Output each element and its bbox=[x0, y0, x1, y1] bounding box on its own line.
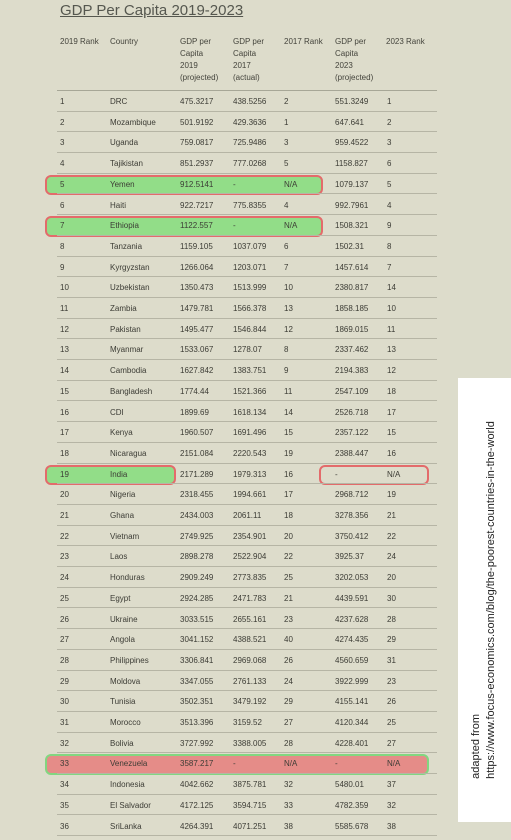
cell-g19: 1159.105 bbox=[180, 241, 213, 251]
cell-r23: 13 bbox=[387, 345, 396, 355]
source-credit-text: adapted from https://www.focus-economics.com/blog/the-poorest-countries-in-the-world bbox=[470, 421, 497, 779]
cell-r23: 16 bbox=[387, 448, 396, 458]
header-gdp-2023: GDP per Capita 2023 (projected) bbox=[335, 37, 374, 82]
cell-g23: 959.4522 bbox=[335, 138, 369, 148]
cell-g19: 2318.455 bbox=[180, 490, 214, 500]
cell-r17: 24 bbox=[284, 676, 293, 686]
cell-r23: 31 bbox=[387, 655, 396, 665]
cell-g23: 1869.015 bbox=[335, 324, 369, 334]
cell-r23: 32 bbox=[387, 800, 396, 810]
cell-g17: 1691.496 bbox=[233, 428, 267, 438]
cell-g23: 2388.447 bbox=[335, 448, 369, 458]
cell-g17: 1521.366 bbox=[233, 386, 267, 396]
cell-r19: 32 bbox=[60, 738, 69, 748]
cell-r23: 18 bbox=[387, 386, 396, 396]
cell-r23: 12 bbox=[387, 366, 396, 376]
cell-r17: 5 bbox=[284, 159, 289, 169]
cell-r17: 10 bbox=[284, 283, 293, 293]
cell-g23: 4237.628 bbox=[335, 614, 369, 624]
cell-r17: 15 bbox=[284, 428, 293, 438]
cell-g17: 2061.11 bbox=[233, 511, 262, 520]
cell-g17: 2761.133 bbox=[233, 676, 267, 686]
table-row bbox=[57, 422, 437, 443]
cell-country: Bolivia bbox=[110, 738, 134, 748]
cell-r23: 6 bbox=[387, 159, 392, 169]
cell-g23: 2526.718 bbox=[335, 407, 369, 417]
cell-r19: 18 bbox=[60, 448, 69, 458]
table-row bbox=[57, 588, 437, 609]
cell-g19: 4042.662 bbox=[180, 780, 214, 790]
table-row bbox=[57, 319, 437, 340]
cell-r23: 10 bbox=[387, 304, 396, 313]
cell-r17: 13 bbox=[284, 304, 293, 313]
cell-g23: 4120.344 bbox=[335, 718, 369, 727]
cell-g19: 912.5141 bbox=[180, 179, 214, 189]
cell-g23: 1457.614 bbox=[335, 262, 369, 272]
cell-g19: 1266.064 bbox=[180, 262, 214, 272]
cell-r23: 15 bbox=[387, 428, 396, 438]
cell-country: Haiti bbox=[110, 200, 127, 210]
cell-g17: 2354.901 bbox=[233, 531, 267, 541]
cell-country: Egypt bbox=[110, 593, 131, 603]
table-row bbox=[57, 629, 437, 650]
header-rank-2019: 2019 Rank bbox=[60, 37, 99, 46]
cell-g19: 1960.507 bbox=[180, 428, 214, 438]
cell-r19: 30 bbox=[60, 697, 69, 707]
cell-country: DRC bbox=[110, 97, 128, 106]
cell-r23: 11 bbox=[387, 324, 396, 334]
header-rank-2017: 2017 Rank bbox=[284, 37, 323, 46]
cell-r19: 22 bbox=[60, 531, 69, 541]
cell-country: Myanmar bbox=[110, 345, 144, 355]
cell-country: Morocco bbox=[110, 718, 141, 727]
cell-g17: 1566.378 bbox=[233, 304, 267, 313]
cell-r17: 2 bbox=[284, 97, 289, 106]
cell-g17: - bbox=[233, 221, 236, 231]
cell-r17: N/A bbox=[284, 759, 298, 769]
cell-country: SriLanka bbox=[110, 821, 142, 831]
cell-g19: 1350.473 bbox=[180, 283, 214, 293]
cell-g19: 2909.249 bbox=[180, 573, 214, 583]
cell-g17: - bbox=[233, 179, 236, 189]
cell-r23: 38 bbox=[387, 821, 396, 831]
cell-r23: N/A bbox=[387, 469, 401, 479]
header-gdp-2019: GDP per Capita 2019 (projected) bbox=[180, 37, 219, 82]
cell-r17: 8 bbox=[284, 345, 289, 355]
source-credit bbox=[458, 378, 511, 822]
table-row bbox=[57, 505, 437, 526]
cell-r23: 14 bbox=[387, 283, 396, 293]
table-row bbox=[57, 215, 437, 236]
table-row bbox=[57, 816, 437, 837]
table-row bbox=[57, 91, 437, 112]
cell-g17: 438.5256 bbox=[233, 97, 267, 106]
cell-r17: 9 bbox=[284, 366, 289, 376]
cell-r17: 11 bbox=[284, 386, 293, 396]
cell-r23: 23 bbox=[387, 676, 396, 686]
cell-r19: 3 bbox=[60, 138, 65, 148]
cell-country: Cambodia bbox=[110, 366, 147, 376]
cell-country: Vietnam bbox=[110, 531, 140, 541]
cell-country: Bangladesh bbox=[110, 386, 153, 396]
cell-g17: 3594.715 bbox=[233, 800, 267, 810]
cell-g17: 1203.071 bbox=[233, 262, 267, 272]
cell-r19: 5 bbox=[60, 179, 65, 189]
cell-r19: 29 bbox=[60, 676, 69, 686]
table-row bbox=[57, 567, 437, 588]
cell-r17: 28 bbox=[284, 738, 293, 748]
cell-g19: 1479.781 bbox=[180, 304, 214, 313]
table-row bbox=[57, 691, 437, 712]
cell-g19: 759.0817 bbox=[180, 138, 214, 148]
cell-g23: 1508.321 bbox=[335, 221, 369, 231]
header-gdp-2017: GDP per Capita 2017 (actual) bbox=[233, 37, 264, 82]
cell-g23: 2968.712 bbox=[335, 490, 369, 500]
cell-r19: 2 bbox=[60, 117, 65, 127]
page-title[interactable]: GDP Per Capita 2019-2023 bbox=[60, 2, 244, 19]
cell-g17: 429.3636 bbox=[233, 117, 267, 127]
cell-g23: 3922.999 bbox=[335, 676, 369, 686]
cell-r23: 4 bbox=[387, 200, 392, 210]
cell-g19: 1122.557 bbox=[180, 221, 213, 231]
cell-g23: 3278.356 bbox=[335, 511, 369, 520]
cell-g17: 2655.161 bbox=[233, 614, 267, 624]
table-row bbox=[57, 464, 437, 485]
cell-g17: 1994.661 bbox=[233, 490, 267, 500]
cell-g23: 4155.141 bbox=[335, 697, 369, 707]
cell-country: El Salvador bbox=[110, 800, 151, 810]
cell-g19: 1774.44 bbox=[180, 386, 209, 396]
cell-g17: 1383.751 bbox=[233, 366, 267, 376]
cell-r19: 35 bbox=[60, 800, 69, 810]
cell-g23: 3750.412 bbox=[335, 531, 369, 541]
cell-g19: 2924.285 bbox=[180, 593, 214, 603]
cell-country: Ukraine bbox=[110, 614, 138, 624]
cell-country: Kyrgyzstan bbox=[110, 262, 150, 272]
table-row bbox=[57, 712, 437, 733]
cell-r23: 1 bbox=[387, 97, 392, 106]
table-row bbox=[57, 236, 437, 257]
cell-g19: 3033.515 bbox=[180, 614, 214, 624]
cell-g17: 2969.068 bbox=[233, 655, 267, 665]
cell-g23: 4228.401 bbox=[335, 738, 369, 748]
cell-r17: 38 bbox=[284, 821, 293, 831]
cell-g19: 1899.69 bbox=[180, 407, 209, 417]
cell-g23: 5585.678 bbox=[335, 821, 369, 831]
cell-g19: 3513.396 bbox=[180, 718, 214, 727]
cell-g23: 4782.359 bbox=[335, 800, 369, 810]
cell-g23: 1079.137 bbox=[335, 179, 369, 189]
cell-g23: 4274.435 bbox=[335, 635, 369, 645]
cell-country: Nigeria bbox=[110, 490, 136, 500]
cell-g19: 2151.084 bbox=[180, 448, 214, 458]
cell-r17: 14 bbox=[284, 407, 293, 417]
cell-r23: 7 bbox=[387, 262, 392, 272]
cell-r23: 20 bbox=[387, 573, 396, 583]
cell-r23: 28 bbox=[387, 614, 396, 624]
cell-r17: 21 bbox=[284, 593, 293, 603]
cell-g17: 1618.134 bbox=[233, 407, 267, 417]
cell-g19: 3306.841 bbox=[180, 655, 214, 665]
cell-country: Pakistan bbox=[110, 324, 141, 334]
cell-country: Uganda bbox=[110, 138, 139, 148]
cell-country: Honduras bbox=[110, 573, 145, 583]
cell-r23: N/A bbox=[387, 759, 401, 769]
cell-r19: 9 bbox=[60, 262, 65, 272]
cell-country: Uzbekistan bbox=[110, 283, 150, 293]
cell-country: Tanzania bbox=[110, 241, 143, 251]
cell-r19: 8 bbox=[60, 241, 65, 251]
table-row bbox=[57, 195, 437, 216]
cell-g19: 4264.391 bbox=[180, 821, 214, 831]
table-row bbox=[57, 257, 437, 278]
cell-g17: 725.9486 bbox=[233, 138, 267, 148]
cell-g19: 3347.055 bbox=[180, 676, 214, 686]
cell-g19: 2434.003 bbox=[180, 511, 214, 520]
cell-r23: 3 bbox=[387, 138, 392, 148]
cell-g19: 3587.217 bbox=[180, 759, 214, 769]
cell-g23: 2547.109 bbox=[335, 386, 369, 396]
header-rank-2023: 2023 Rank bbox=[386, 37, 425, 46]
cell-r19: 11 bbox=[60, 304, 69, 313]
cell-r17: 12 bbox=[284, 324, 293, 334]
cell-g23: 992.7961 bbox=[335, 200, 369, 210]
header-country: Country bbox=[110, 37, 139, 46]
cell-r23: 25 bbox=[387, 718, 396, 727]
cell-r17: 7 bbox=[284, 262, 289, 272]
cell-r19: 10 bbox=[60, 283, 69, 293]
cell-g23: 2337.462 bbox=[335, 345, 369, 355]
cell-g23: 3202.053 bbox=[335, 573, 369, 583]
table-row bbox=[57, 360, 437, 381]
table-row bbox=[57, 112, 437, 133]
cell-g19: 475.3217 bbox=[180, 97, 214, 106]
cell-g23: 3925.37 bbox=[335, 552, 364, 562]
cell-g17: 775.8355 bbox=[233, 200, 267, 210]
cell-country: Angola bbox=[110, 635, 135, 645]
cell-r17: 25 bbox=[284, 573, 293, 583]
cell-r17: 19 bbox=[284, 448, 293, 458]
cell-r19: 6 bbox=[60, 200, 65, 210]
cell-g17: 777.0268 bbox=[233, 159, 267, 169]
cell-r19: 20 bbox=[60, 490, 69, 500]
table-row bbox=[57, 153, 437, 174]
table-row bbox=[57, 402, 437, 423]
cell-g19: 1533.067 bbox=[180, 345, 214, 355]
cell-r23: 19 bbox=[387, 490, 396, 500]
cell-r19: 15 bbox=[60, 386, 69, 396]
cell-g17: 1278.07 bbox=[233, 345, 262, 355]
cell-country: CDI bbox=[110, 407, 124, 417]
cell-r23: 24 bbox=[387, 552, 396, 562]
cell-g17: - bbox=[233, 759, 236, 769]
table-row bbox=[57, 339, 437, 360]
cell-r17: 23 bbox=[284, 614, 293, 624]
cell-r19: 13 bbox=[60, 345, 69, 355]
cell-g23: 1858.185 bbox=[335, 304, 369, 313]
cell-country: Ghana bbox=[110, 511, 135, 520]
cell-r19: 1 bbox=[60, 97, 65, 106]
cell-g17: 1037.079 bbox=[233, 241, 267, 251]
cell-r23: 27 bbox=[387, 738, 396, 748]
table-row bbox=[57, 609, 437, 630]
cell-country: Moldova bbox=[110, 676, 141, 686]
cell-r17: 3 bbox=[284, 138, 289, 148]
cell-g19: 2171.289 bbox=[180, 469, 214, 479]
cell-g17: 1546.844 bbox=[233, 324, 267, 334]
cell-r17: 16 bbox=[284, 469, 293, 479]
cell-r19: 7 bbox=[60, 221, 65, 231]
cell-r17: 6 bbox=[284, 241, 289, 251]
cell-g17: 2220.543 bbox=[233, 448, 267, 458]
cell-g19: 1627.842 bbox=[180, 366, 214, 376]
cell-country: Mozambique bbox=[110, 117, 156, 127]
cell-r19: 23 bbox=[60, 552, 69, 562]
cell-g19: 2749.925 bbox=[180, 531, 214, 541]
table-row bbox=[57, 671, 437, 692]
cell-g17: 3479.192 bbox=[233, 697, 267, 707]
cell-g23: 647.641 bbox=[335, 117, 364, 127]
cell-g19: 3041.152 bbox=[180, 635, 214, 645]
cell-r19: 33 bbox=[60, 759, 69, 769]
cell-r19: 28 bbox=[60, 655, 69, 665]
cell-r17: 22 bbox=[284, 552, 293, 562]
cell-r23: 8 bbox=[387, 241, 392, 251]
cell-r17: 1 bbox=[284, 117, 289, 127]
table-row bbox=[57, 381, 437, 402]
cell-r17: N/A bbox=[284, 221, 298, 231]
cell-g23: 5480.01 bbox=[335, 780, 364, 790]
cell-r19: 17 bbox=[60, 428, 69, 438]
cell-g19: 2898.278 bbox=[180, 552, 214, 562]
cell-r17: 32 bbox=[284, 780, 293, 790]
cell-g17: 4071.251 bbox=[233, 821, 267, 831]
table-row bbox=[57, 443, 437, 464]
cell-g23: - bbox=[335, 469, 338, 479]
cell-r17: 27 bbox=[284, 718, 293, 727]
cell-r19: 31 bbox=[60, 718, 69, 727]
cell-r17: 18 bbox=[284, 511, 293, 520]
table-row bbox=[57, 795, 437, 816]
cell-r17: 29 bbox=[284, 697, 293, 707]
cell-g23: 1502.31 bbox=[335, 241, 364, 251]
table-row bbox=[57, 733, 437, 754]
cell-g23: - bbox=[335, 759, 338, 769]
cell-g17: 2522.904 bbox=[233, 552, 267, 562]
cell-r19: 27 bbox=[60, 635, 69, 645]
cell-r19: 34 bbox=[60, 780, 69, 790]
cell-g19: 501.9192 bbox=[180, 117, 214, 127]
cell-g23: 2194.383 bbox=[335, 366, 369, 376]
cell-g19: 851.2937 bbox=[180, 159, 214, 169]
cell-country: Nicaragua bbox=[110, 448, 147, 458]
cell-r17: 26 bbox=[284, 655, 293, 665]
cell-r23: 2 bbox=[387, 117, 392, 127]
cell-r23: 5 bbox=[387, 179, 392, 189]
table-row bbox=[57, 774, 437, 795]
cell-g17: 4388.521 bbox=[233, 635, 267, 645]
table-row bbox=[57, 526, 437, 547]
cell-country: Laos bbox=[110, 552, 128, 562]
cell-r17: 20 bbox=[284, 531, 293, 541]
cell-r17: 40 bbox=[284, 635, 293, 645]
cell-r23: 9 bbox=[387, 221, 392, 231]
cell-g23: 1158.827 bbox=[335, 159, 368, 169]
cell-r19: 36 bbox=[60, 821, 69, 831]
cell-g23: 2380.817 bbox=[335, 283, 369, 293]
cell-g19: 1495.477 bbox=[180, 324, 214, 334]
cell-r23: 21 bbox=[387, 511, 396, 520]
cell-country: Tajikistan bbox=[110, 159, 143, 169]
cell-country: Zambia bbox=[110, 304, 137, 313]
cell-g19: 3502.351 bbox=[180, 697, 214, 707]
table-row bbox=[57, 484, 437, 505]
table-row bbox=[57, 277, 437, 298]
cell-g23: 2357.122 bbox=[335, 428, 369, 438]
cell-r23: 37 bbox=[387, 780, 396, 790]
cell-r17: 4 bbox=[284, 200, 289, 210]
cell-country: India bbox=[110, 469, 128, 479]
cell-g17: 3388.005 bbox=[233, 738, 267, 748]
cell-g17: 2773.835 bbox=[233, 573, 267, 583]
cell-r17: N/A bbox=[284, 179, 298, 189]
cell-g23: 551.3249 bbox=[335, 97, 369, 106]
cell-g19: 3727.992 bbox=[180, 738, 214, 748]
cell-g19: 4172.125 bbox=[180, 800, 214, 810]
cell-r19: 21 bbox=[60, 511, 69, 520]
cell-r19: 12 bbox=[60, 324, 69, 334]
cell-r17: 17 bbox=[284, 490, 293, 500]
cell-r17: 33 bbox=[284, 800, 293, 810]
cell-country: Kenya bbox=[110, 428, 133, 438]
cell-g23: 4560.659 bbox=[335, 655, 369, 665]
table-row bbox=[57, 650, 437, 671]
cell-r19: 4 bbox=[60, 159, 65, 169]
cell-g19: 922.7217 bbox=[180, 200, 214, 210]
cell-country: Indonesia bbox=[110, 780, 145, 790]
cell-country: Philippines bbox=[110, 655, 149, 665]
cell-r23: 22 bbox=[387, 531, 396, 541]
table-row bbox=[57, 174, 437, 195]
cell-country: Yemen bbox=[110, 179, 135, 189]
cell-g23: 4439.591 bbox=[335, 593, 369, 603]
table-row bbox=[57, 298, 437, 319]
cell-r23: 26 bbox=[387, 697, 396, 707]
cell-g17: 3875.781 bbox=[233, 780, 267, 790]
cell-country: Venezuela bbox=[110, 759, 148, 769]
cell-g17: 1513.999 bbox=[233, 283, 267, 293]
cell-r19: 19 bbox=[60, 469, 69, 479]
table-row bbox=[57, 546, 437, 567]
cell-country: Ethiopia bbox=[110, 221, 139, 231]
table-row bbox=[57, 753, 437, 774]
cell-r19: 26 bbox=[60, 614, 69, 624]
cell-country: Tunisia bbox=[110, 697, 136, 707]
cell-g17: 1979.313 bbox=[233, 469, 267, 479]
cell-r23: 17 bbox=[387, 407, 396, 417]
cell-r19: 25 bbox=[60, 593, 69, 603]
cell-g17: 2471.783 bbox=[233, 593, 267, 603]
cell-r19: 24 bbox=[60, 573, 69, 583]
cell-r19: 16 bbox=[60, 407, 69, 417]
table-row bbox=[57, 132, 437, 153]
cell-r19: 14 bbox=[60, 366, 69, 376]
cell-r23: 30 bbox=[387, 593, 396, 603]
cell-g17: 3159.52 bbox=[233, 718, 262, 727]
cell-r23: 29 bbox=[387, 635, 396, 645]
